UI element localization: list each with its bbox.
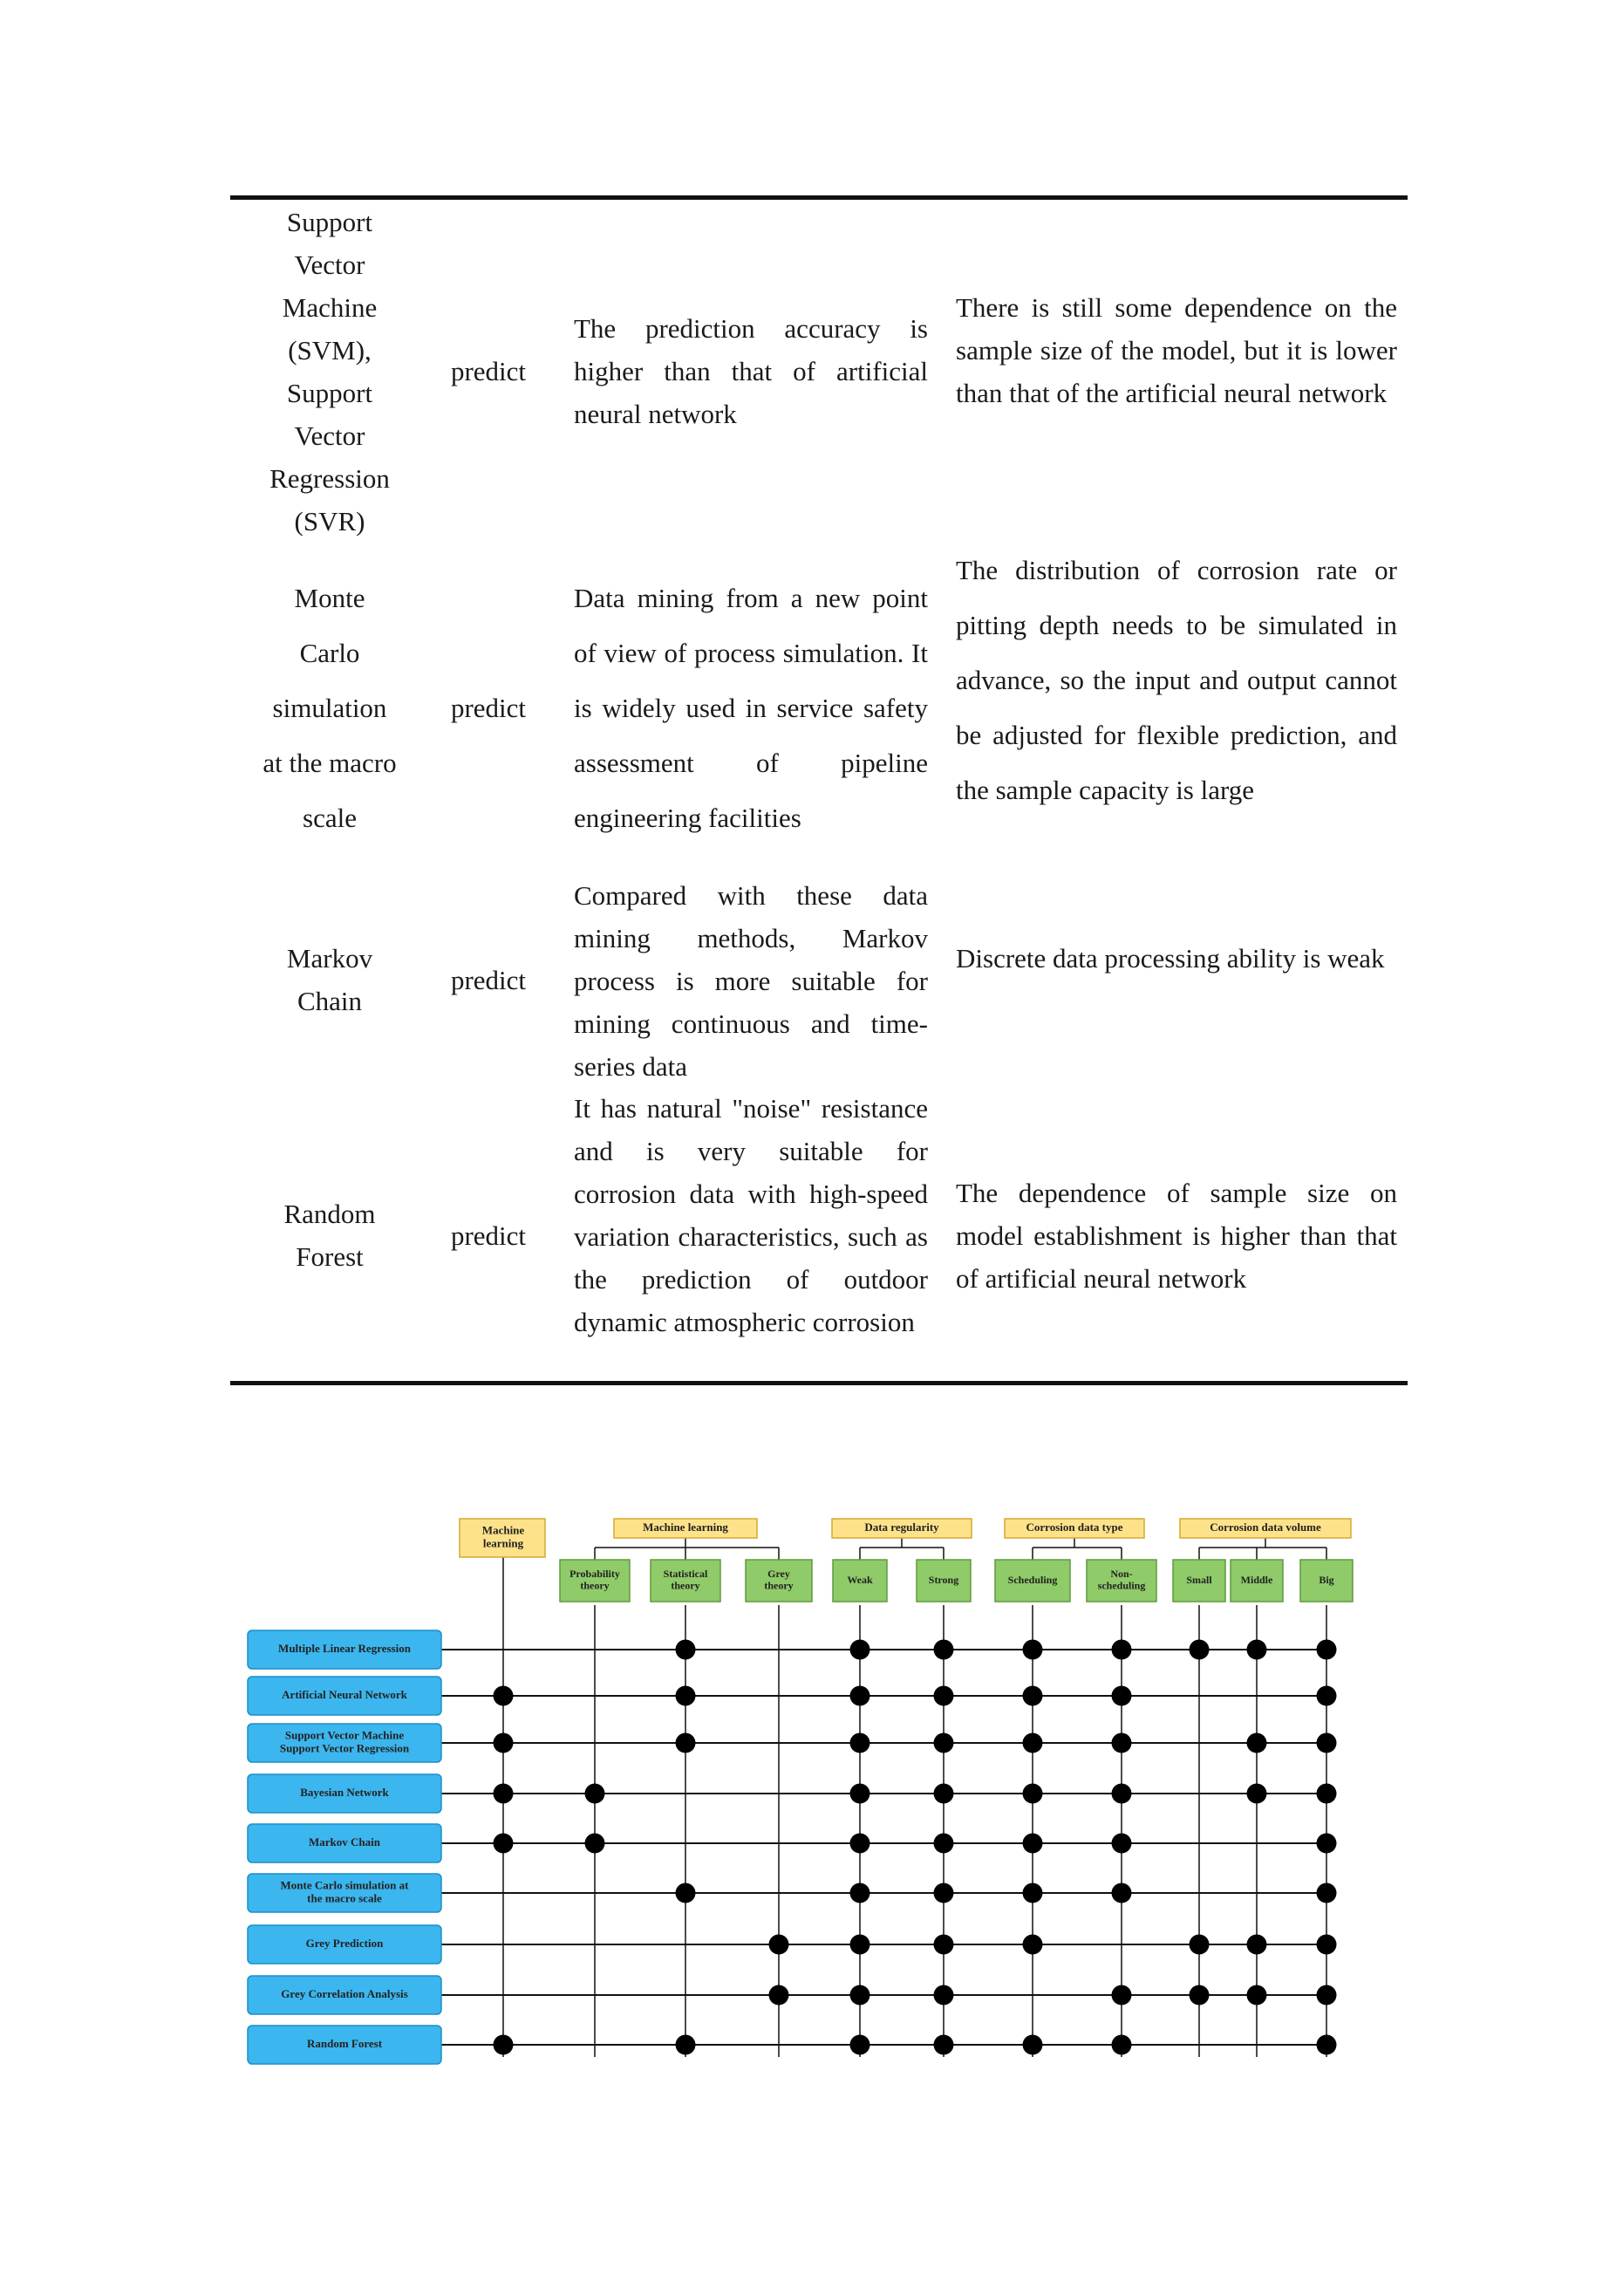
matrix-dot	[1112, 1985, 1132, 2006]
matrix-dot	[1023, 1686, 1043, 1706]
matrix-dot	[1317, 1883, 1337, 1903]
method-label: Multiple Linear Regression	[278, 1641, 411, 1655]
method-label: Grey Correlation Analysis	[281, 1986, 408, 2000]
method-label: Support Vector Regression	[279, 1741, 410, 1755]
matrix-dot	[1317, 1784, 1337, 1804]
matrix-dot	[676, 1686, 696, 1706]
feature-label: Grey	[767, 1567, 790, 1580]
category-label: Machine learning	[643, 1520, 728, 1534]
matrix-dot	[1112, 1733, 1132, 1753]
method-label: Markov Chain	[309, 1835, 380, 1848]
method-label: Random Forest	[306, 2036, 383, 2050]
matrix-dot	[934, 1733, 954, 1753]
category-label: Corrosion data volume	[1210, 1520, 1321, 1534]
matrix-dot	[850, 1935, 870, 1955]
matrix-dot	[585, 1784, 605, 1804]
matrix-dot	[1247, 1935, 1267, 1955]
table-row-randomforest-method: Random Forest	[283, 1199, 376, 1272]
matrix-dot	[1023, 1935, 1043, 1955]
table-row-randomforest-advantage: It has natural "noise" resistance and is very suitable for corrosion data with high-speed variation characteristics, such as the prediction of outdoor dynamic atmospheric corrosion	[574, 1093, 928, 1337]
matrix-dot	[1247, 1784, 1267, 1804]
feature-label: Big	[1319, 1573, 1334, 1586]
matrix-dot	[934, 2035, 954, 2055]
matrix-dot	[494, 1686, 514, 1706]
matrix-dot	[1247, 1640, 1267, 1660]
method-label: Artificial Neural Network	[282, 1687, 407, 1701]
matrix-dot	[934, 1640, 954, 1660]
matrix-dot	[850, 1640, 870, 1660]
matrix-dot	[494, 2035, 514, 2055]
matrix-dot	[1317, 1686, 1337, 1706]
category-label: Data regularity	[864, 1520, 939, 1534]
method-feature-matrix-diagram	[235, 1509, 1369, 2076]
table-row-randomforest-use: predict	[450, 1220, 527, 1251]
method-label: Bayesian Network	[300, 1785, 389, 1799]
matrix-dot	[1112, 1640, 1132, 1660]
table-row-markov-use: predict	[450, 965, 527, 995]
matrix-dot	[1317, 1985, 1337, 2006]
matrix-dot	[676, 1883, 696, 1903]
matrix-dot	[769, 1985, 789, 2006]
table-row-randomforest-disadvantage: The dependence of sample size on model establishment is higher than that of artificial neural network	[956, 1178, 1397, 1294]
matrix-dot	[934, 1834, 954, 1854]
feature-label: theory	[580, 1579, 610, 1592]
table-row-markov-advantage: Compared with these data mining methods, Markov process is more suitable for mining continuous and time-series data	[574, 880, 928, 1082]
feature-label: scheduling	[1097, 1579, 1146, 1592]
table-row-svm-method: Support Vector Machine (SVM), Support Vector Regression (SVR)	[269, 207, 390, 536]
matrix-dot	[1317, 1935, 1337, 1955]
matrix-dot	[1317, 1733, 1337, 1753]
matrix-dot	[934, 1686, 954, 1706]
feature-label: Probability	[569, 1567, 620, 1580]
matrix-dot	[850, 2035, 870, 2055]
method-label: Monte Carlo simulation at	[280, 1878, 409, 1892]
table-row-montecarlo-use: predict	[450, 693, 527, 723]
table-row-markov-disadvantage: Discrete data processing ability is weak	[956, 943, 1385, 974]
matrix-dot	[850, 1733, 870, 1753]
method-feature-matrix-svg	[235, 1509, 1369, 2076]
matrix-dot	[494, 1784, 514, 1804]
matrix-dot	[1112, 2035, 1132, 2055]
matrix-dot	[934, 1883, 954, 1903]
feature-label: Weak	[847, 1573, 873, 1586]
method-label: Support Vector Machine	[284, 1728, 405, 1742]
matrix-dot	[1023, 1784, 1043, 1804]
matrix-dot	[1112, 1784, 1132, 1804]
category-label: Machine	[481, 1523, 525, 1537]
matrix-dot	[1112, 1834, 1132, 1854]
table-row-svm-use: predict	[450, 356, 527, 386]
matrix-dot	[1023, 1733, 1043, 1753]
matrix-dot	[1023, 1883, 1043, 1903]
matrix-dot	[676, 2035, 696, 2055]
matrix-dot	[1317, 1640, 1337, 1660]
matrix-dot	[1023, 2035, 1043, 2055]
table-row-svm-disadvantage: There is still some dependence on the sample size of the model, but it is lower than that of the artificial neural network	[956, 292, 1397, 408]
matrix-dot	[1112, 1883, 1132, 1903]
feature-label: Non-	[1110, 1567, 1133, 1580]
feature-label: Strong	[928, 1573, 959, 1586]
feature-label: Middle	[1240, 1573, 1273, 1586]
table-top-rule	[230, 195, 1408, 200]
category-label: learning	[482, 1536, 524, 1550]
feature-label: theory	[764, 1579, 794, 1592]
matrix-dot	[1247, 1985, 1267, 2006]
matrix-dot	[494, 1834, 514, 1854]
method-label: Grey Prediction	[305, 1936, 384, 1950]
category-label: Corrosion data type	[1026, 1520, 1123, 1534]
matrix-dot	[1190, 1935, 1210, 1955]
matrix-dot	[769, 1935, 789, 1955]
matrix-dot	[1317, 2035, 1337, 2055]
matrix-dot	[850, 1834, 870, 1854]
matrix-dot	[1247, 1733, 1267, 1753]
matrix-dot	[676, 1733, 696, 1753]
matrix-dot	[934, 1784, 954, 1804]
feature-label: theory	[671, 1579, 700, 1592]
matrix-dot	[850, 1784, 870, 1804]
matrix-dot	[1023, 1834, 1043, 1854]
matrix-dot	[850, 1883, 870, 1903]
feature-label: Small	[1186, 1573, 1212, 1586]
feature-label: Scheduling	[1007, 1573, 1058, 1586]
table-row-montecarlo-method: Monte Carlo simulation at the macro scale	[263, 583, 397, 833]
matrix-dot	[1317, 1834, 1337, 1854]
matrix-dot	[934, 1985, 954, 2006]
matrix-dot	[1023, 1640, 1043, 1660]
matrix-dot	[494, 1733, 514, 1753]
feature-label: Statistical	[663, 1567, 708, 1580]
table-row-svm-advantage: The prediction accuracy is higher than that of artificial neural network	[574, 313, 928, 429]
matrix-dot	[850, 1686, 870, 1706]
matrix-dot	[1190, 1640, 1210, 1660]
table-bottom-rule	[230, 1381, 1408, 1385]
table-row-markov-method: Markov Chain	[286, 943, 373, 1016]
matrix-dot	[676, 1640, 696, 1660]
matrix-dot	[1190, 1985, 1210, 2006]
method-label: the macro scale	[307, 1891, 382, 1905]
table-row-montecarlo-advantage: Data mining from a new point of view of process simulation. It is widely used in service safety assessment of pipeline engineering facilities	[574, 583, 928, 833]
matrix-dot	[585, 1834, 605, 1854]
table-row-montecarlo-disadvantage: The distribution of corrosion rate or pitting depth needs to be simulated in advance, so the input and output cannot be adjusted for flexible prediction, and the sample capacity is large	[956, 555, 1397, 805]
matrix-dot	[1112, 1686, 1132, 1706]
matrix-dot	[934, 1935, 954, 1955]
matrix-dot	[850, 1985, 870, 2006]
